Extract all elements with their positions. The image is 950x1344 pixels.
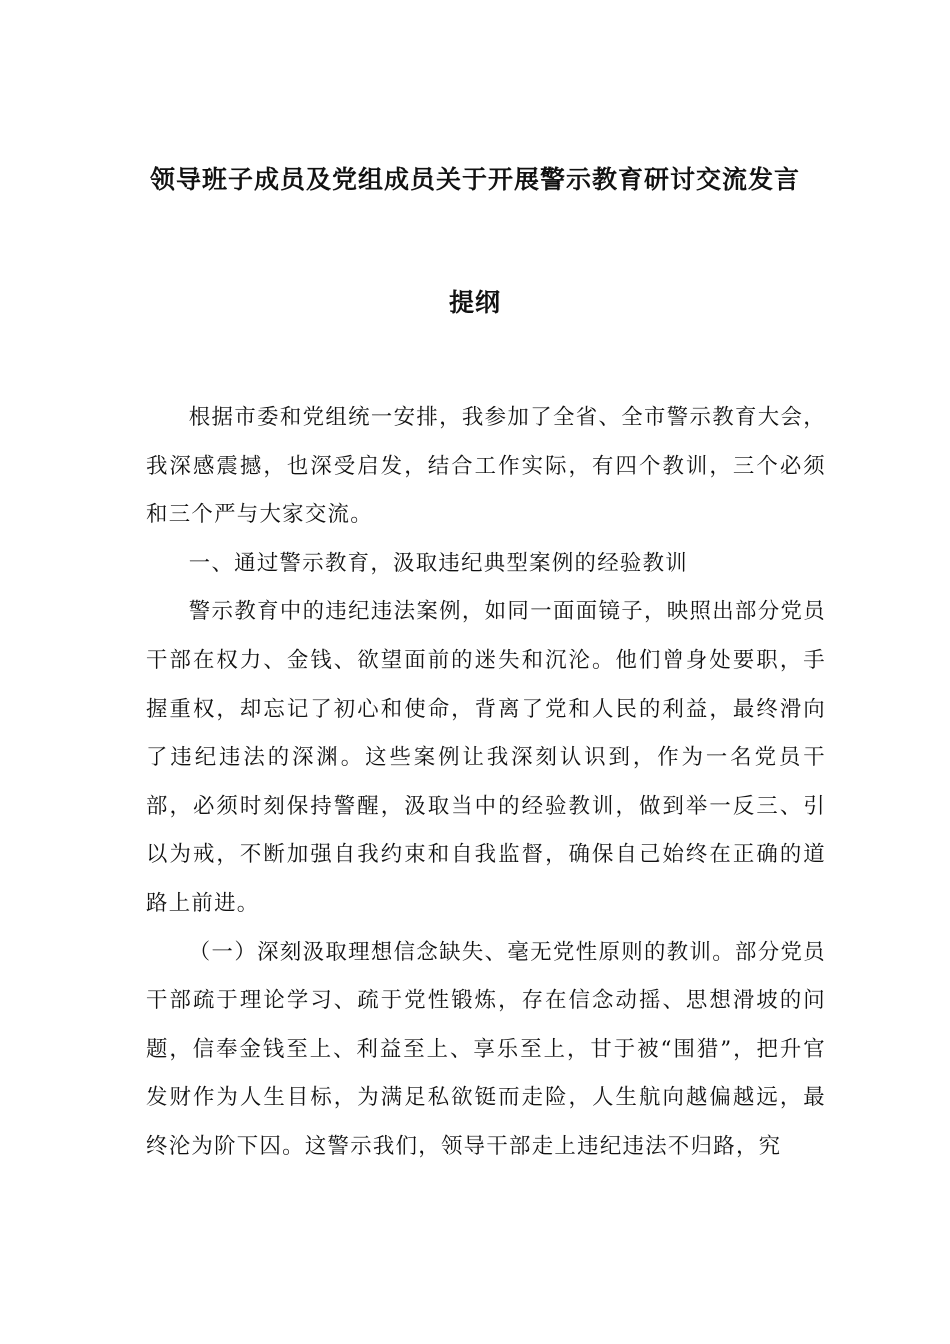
document-title-line-1: 领导班子成员及党组成员关于开展警示教育研讨交流发言 [149,165,800,194]
document-body [146,394,826,1172]
intro-paragraph: 根据市委和党组统一安排，我参加了全省、全市警示教育大会，我深感震撼，也深受启发，结合工作实际，有四个教训，三个必须和三个严与大家交流。 [146,405,826,528]
body-paragraph-1: 警示教育中的违纪违法案例，如同一面面镜子，映照出部分党员干部在权力、金钱、欲望面前的迷失和沉沦。他们曾身处要职，手握重权，却忘记了初心和使命，背离了党和人民的利益，最终滑向了违纪违法的深渊。这些案例让我深刻认识到，作为一名党员干部，必须时刻保持警醒，汲取当中的经验教训，做到举一反三、引以为戒，不断加强自我约束和自我监督，确保自己始终在正确的道路上前进。 [146,599,826,916]
document-title-line-2: 提纲 [448,288,501,317]
section-heading-1: 一、通过警示教育，汲取违纪典型案例的经验教训 [188,550,688,576]
body-paragraph-2: （一）深刻汲取理想信念缺失、毫无党性原则的教训。部分党员干部疏于理论学习、疏于党性锻炼，存在信念动摇、思想滑坡的问题，信奉金钱至上、利益至上、享乐至上，甘于被“围猎”，把升官发财作为人生目标，为满足私欲铤而走险，人生航向越偏越远，最终沦为阶下囚。这警示我们，领导干部走上违纪违法不归路，究 [146,939,826,1159]
